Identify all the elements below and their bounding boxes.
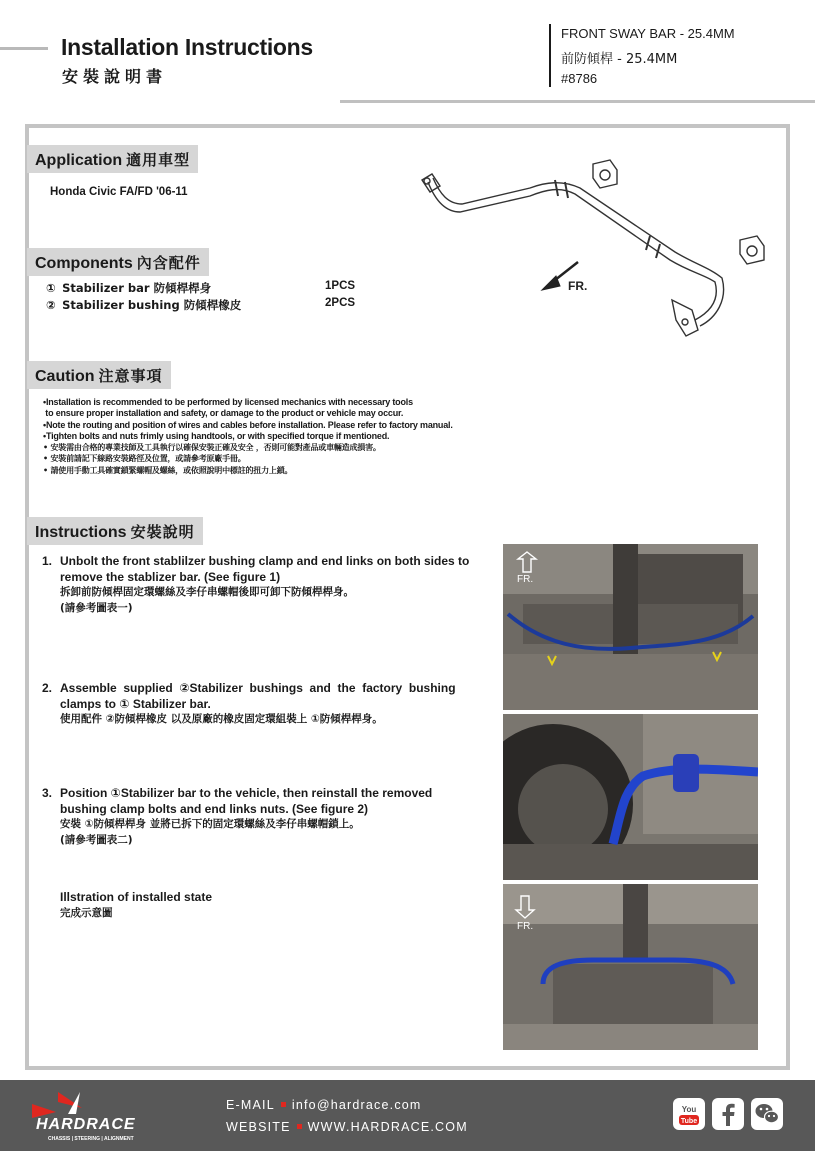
instruction-step-3: 3. Position ①Stabilizer bar to the vehicle, then reinstall the removed bushing clamp bolts and end links nuts. (See figure 2) 安裝 ①防傾桿桿身 並將已拆下的固定環螺絲及李仔串螺帽鎖上。 (請參考圖表二): [42, 786, 433, 846]
caution-line: • 安裝需由合格的專業技師及工具執行以確保安裝正確及安全 ，否則可能對產品或車輛造成損害。: [43, 443, 381, 453]
product-name: FRONT SWAY BAR - 25.4MM: [561, 26, 735, 41]
vehicle-fitment: Honda Civic FA/FD '06-11: [50, 186, 188, 198]
figure-2-photo: [503, 714, 758, 880]
component-qty: 2PCS: [325, 297, 356, 309]
component-qty: 1PCS: [325, 280, 356, 292]
svg-text:Tube: Tube: [680, 1118, 698, 1125]
youtube-icon[interactable]: [673, 1098, 705, 1130]
logo-wordmark: HARDRACE: [36, 1116, 136, 1133]
footer-bar: [0, 1080, 815, 1151]
contact-website: WEBSITE WWW.HARDRACE.COM: [226, 1120, 468, 1134]
illustration-caption: Illstration of installed state 完成示意圖: [60, 890, 213, 919]
sway-bar-drawing: [422, 174, 724, 336]
header-rule-right: [340, 100, 815, 103]
caution-line: • 安裝前請記下線路安裝路徑及位置，或請參考原廠手冊。: [43, 454, 246, 464]
bushing-drawing: [593, 160, 764, 264]
page-title-cn: 安裝說明書: [62, 67, 168, 86]
email-link[interactable]: info@hardrace.com: [291, 1098, 422, 1112]
figure-1-photo: [503, 544, 758, 710]
part-number: #8786: [561, 71, 598, 86]
logo-tagline: CHASSIS | STEERING | ALIGNMENT: [48, 1136, 134, 1142]
product-name-cn: 前防傾桿 - 25.4MM: [561, 52, 678, 67]
application-heading: Application 適用車型: [27, 145, 198, 173]
direction-label: FR.: [568, 279, 588, 293]
wechat-icon[interactable]: [751, 1098, 783, 1130]
photo-direction-label: FR.: [517, 574, 534, 585]
components-heading: Components 內含配件: [27, 248, 209, 276]
hardrace-logo: [28, 1088, 198, 1146]
caution-line: •Installation is recommended to be performed by licensed mechanics with necessary tools: [43, 397, 413, 407]
header-divider: [549, 24, 551, 87]
website-link[interactable]: WWW.HARDRACE.COM: [307, 1120, 468, 1134]
header-rule-left: [0, 47, 48, 50]
facebook-icon[interactable]: [712, 1098, 744, 1130]
component-item: ② Stabilizer bushing 防傾桿橡皮: [46, 298, 242, 312]
caution-list: [43, 397, 453, 476]
caution-heading: Caution 注意事項: [27, 361, 171, 389]
caution-line: • 請使用手動工具確實鎖緊螺帽及螺絲，或依照說明中標註的扭力上鎖。: [43, 465, 293, 475]
caution-line: •Note the routing and position of wires and cables before installation. Please refer to factory manual.: [43, 419, 453, 430]
photo-direction-label: FR.: [517, 921, 534, 932]
caution-line: to ensure proper installation and safety, or damage to the product or vehicle may occur.: [43, 408, 404, 419]
page-title: Installation Instructions: [61, 34, 313, 60]
instruction-step-2: 2. Assemble supplied ②Stabilizer bushings and the factory bushing clamps to ① Stabilizer bar. 使用配件 ②防傾桿橡皮 以及原廠的橡皮固定環組裝上 ①防傾桿桿身。: [42, 681, 456, 725]
instruction-step-1: 1. Unbolt the front stablilzer bushing clamp and end links on both sides to remove the stablizer bar. (See figure 1) 拆卸前防傾桿固定環螺絲及李仔串螺帽後即可卸下防傾桿桿身。 (請參考圖表一): [42, 554, 470, 614]
caution-line: •Tighten bolts and nuts frimly using handtools, or with specified torque if mentioned.: [43, 430, 390, 441]
instructions-heading: Instructions 安裝說明: [27, 517, 203, 545]
component-item: ① Stabilizer bar 防傾桿桿身: [46, 281, 212, 295]
figure-3-photo: [503, 884, 758, 1050]
svg-text:You: You: [681, 1105, 697, 1114]
sway-bar-diagram: [410, 150, 780, 350]
contact-email: E-MAIL info@hardrace.com: [226, 1098, 422, 1112]
